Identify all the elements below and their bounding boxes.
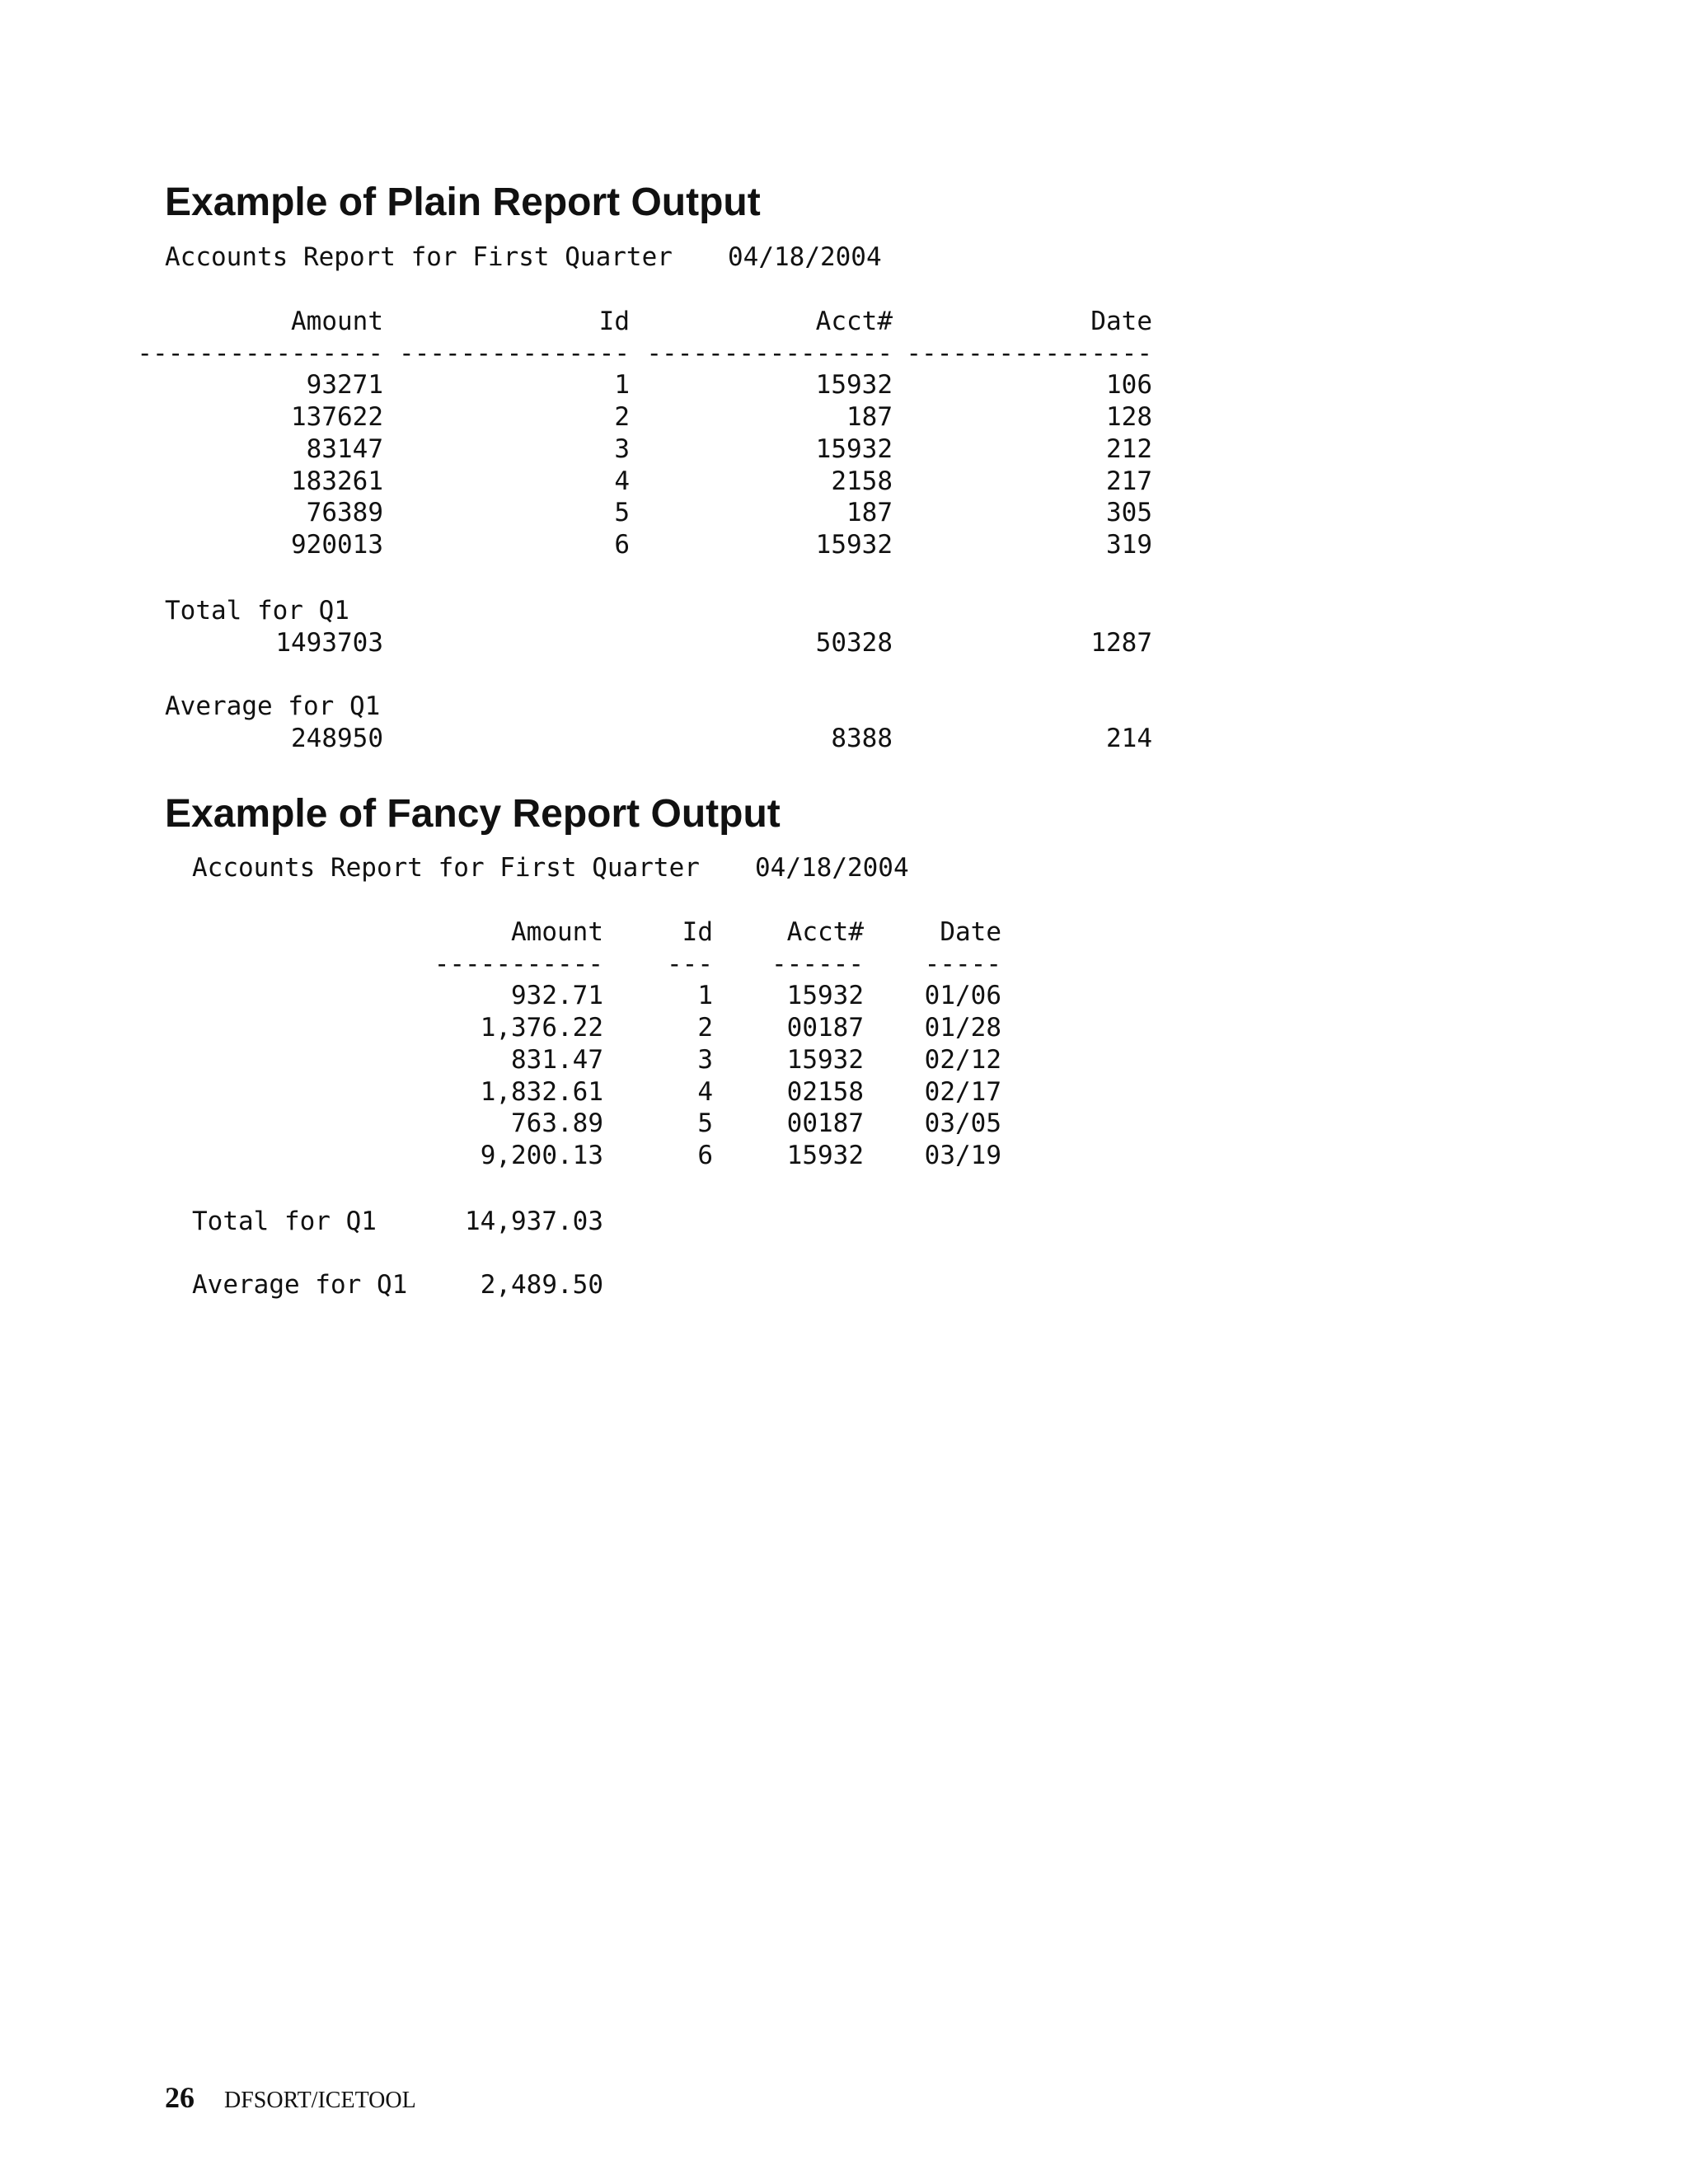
fancy-cell-date: 01/06	[924, 981, 1001, 1011]
fancy-cell-acct: 15932	[786, 1140, 864, 1170]
fancy-report-heading: Example of Fancy Report Output	[165, 792, 781, 836]
fancy-cell-amount: 831.47	[511, 1044, 603, 1075]
plain-total-date: 1287	[1090, 628, 1152, 658]
fancy-underline-amount: -----------	[434, 949, 603, 979]
plain-cell-date: 128	[1106, 402, 1152, 433]
fancy-cell-date: 02/12	[924, 1044, 1001, 1075]
fancy-cell-amount: 1,832.61	[480, 1076, 603, 1107]
plain-report-title: Accounts Report for First Quarter	[165, 242, 673, 272]
plain-cell-id: 6	[614, 529, 630, 560]
fancy-cell-acct: 00187	[786, 1108, 864, 1139]
plain-average-amount: 248950	[291, 724, 383, 753]
plain-cell-id: 2	[614, 402, 630, 433]
plain-underline-acct: ----------------	[646, 338, 893, 368]
plain-cell-id: 4	[614, 466, 630, 496]
fancy-total-amount: 14,937.03	[465, 1207, 603, 1236]
fancy-cell-amount: 1,376.22	[480, 1013, 603, 1043]
plain-cell-acct: 187	[846, 402, 893, 433]
plain-report-date: 04/18/2004	[728, 242, 882, 272]
plain-cell-amount: 920013	[291, 529, 383, 560]
plain-cell-id: 5	[614, 498, 630, 528]
fancy-header-id: Id	[682, 917, 713, 947]
fancy-cell-date: 01/28	[924, 1013, 1001, 1043]
plain-cell-acct: 15932	[815, 434, 893, 464]
fancy-underline-id: ---	[667, 949, 713, 979]
fancy-cell-id: 5	[697, 1108, 713, 1139]
plain-cell-date: 106	[1106, 370, 1152, 401]
plain-underline-id: ---------------	[399, 338, 630, 368]
fancy-cell-acct: 00187	[786, 1013, 864, 1043]
plain-total-amount: 1493703	[275, 628, 383, 658]
fancy-report-title: Accounts Report for First Quarter	[192, 853, 700, 883]
fancy-header-amount: Amount	[511, 917, 603, 947]
plain-header-amount: Amount	[291, 307, 383, 336]
book-title: DFSORT/ICETOOL	[224, 2088, 416, 2113]
plain-cell-date: 319	[1106, 529, 1152, 560]
fancy-report-date: 04/18/2004	[755, 853, 909, 883]
fancy-cell-date: 03/05	[924, 1108, 1001, 1139]
plain-cell-acct: 15932	[815, 529, 893, 560]
plain-cell-acct: 187	[846, 498, 893, 528]
fancy-cell-acct: 02158	[786, 1076, 864, 1107]
fancy-header-date: Date	[940, 917, 1001, 947]
plain-average-date: 214	[1106, 724, 1152, 753]
plain-total-label: Total for Q1	[165, 596, 349, 626]
fancy-cell-amount: 932.71	[511, 981, 603, 1011]
fancy-cell-acct: 15932	[786, 981, 864, 1011]
fancy-cell-date: 03/19	[924, 1140, 1001, 1170]
plain-cell-id: 1	[614, 370, 630, 401]
plain-average-acct: 8388	[831, 724, 893, 753]
plain-cell-amount: 76389	[306, 498, 383, 528]
plain-cell-amount: 93271	[306, 370, 383, 401]
plain-cell-amount: 137622	[291, 402, 383, 433]
plain-total-acct: 50328	[815, 628, 893, 658]
fancy-cell-id: 4	[697, 1076, 713, 1107]
fancy-underline-acct: ------	[771, 949, 864, 979]
page-footer	[165, 2080, 416, 2115]
fancy-underline-date: -----	[924, 949, 1001, 979]
fancy-cell-id: 2	[697, 1013, 713, 1043]
fancy-average-amount: 2,489.50	[480, 1270, 603, 1300]
plain-cell-acct: 15932	[815, 370, 893, 401]
fancy-cell-acct: 15932	[786, 1044, 864, 1075]
plain-header-acct: Acct#	[815, 307, 893, 336]
plain-report-heading: Example of Plain Report Output	[165, 180, 761, 224]
plain-underline-date: ----------------	[906, 338, 1152, 368]
plain-cell-amount: 183261	[291, 466, 383, 496]
plain-cell-acct: 2158	[831, 466, 893, 496]
plain-cell-amount: 83147	[306, 434, 383, 464]
plain-cell-date: 212	[1106, 434, 1152, 464]
plain-average-label: Average for Q1	[165, 691, 381, 721]
fancy-cell-id: 1	[697, 981, 713, 1011]
fancy-header-acct: Acct#	[786, 917, 864, 947]
page-number: 26	[165, 2081, 195, 2114]
plain-cell-date: 305	[1106, 498, 1152, 528]
plain-header-id: Id	[598, 307, 630, 336]
plain-cell-id: 3	[614, 434, 630, 464]
fancy-average-label: Average for Q1	[192, 1270, 408, 1300]
plain-underline-amount: ----------------	[137, 338, 383, 368]
plain-header-date: Date	[1090, 307, 1152, 336]
fancy-total-label: Total for Q1	[192, 1207, 377, 1236]
fancy-cell-date: 02/17	[924, 1076, 1001, 1107]
plain-cell-date: 217	[1106, 466, 1152, 496]
fancy-cell-amount: 763.89	[511, 1108, 603, 1139]
fancy-cell-amount: 9,200.13	[480, 1140, 603, 1170]
fancy-cell-id: 3	[697, 1044, 713, 1075]
fancy-cell-id: 6	[697, 1140, 713, 1170]
